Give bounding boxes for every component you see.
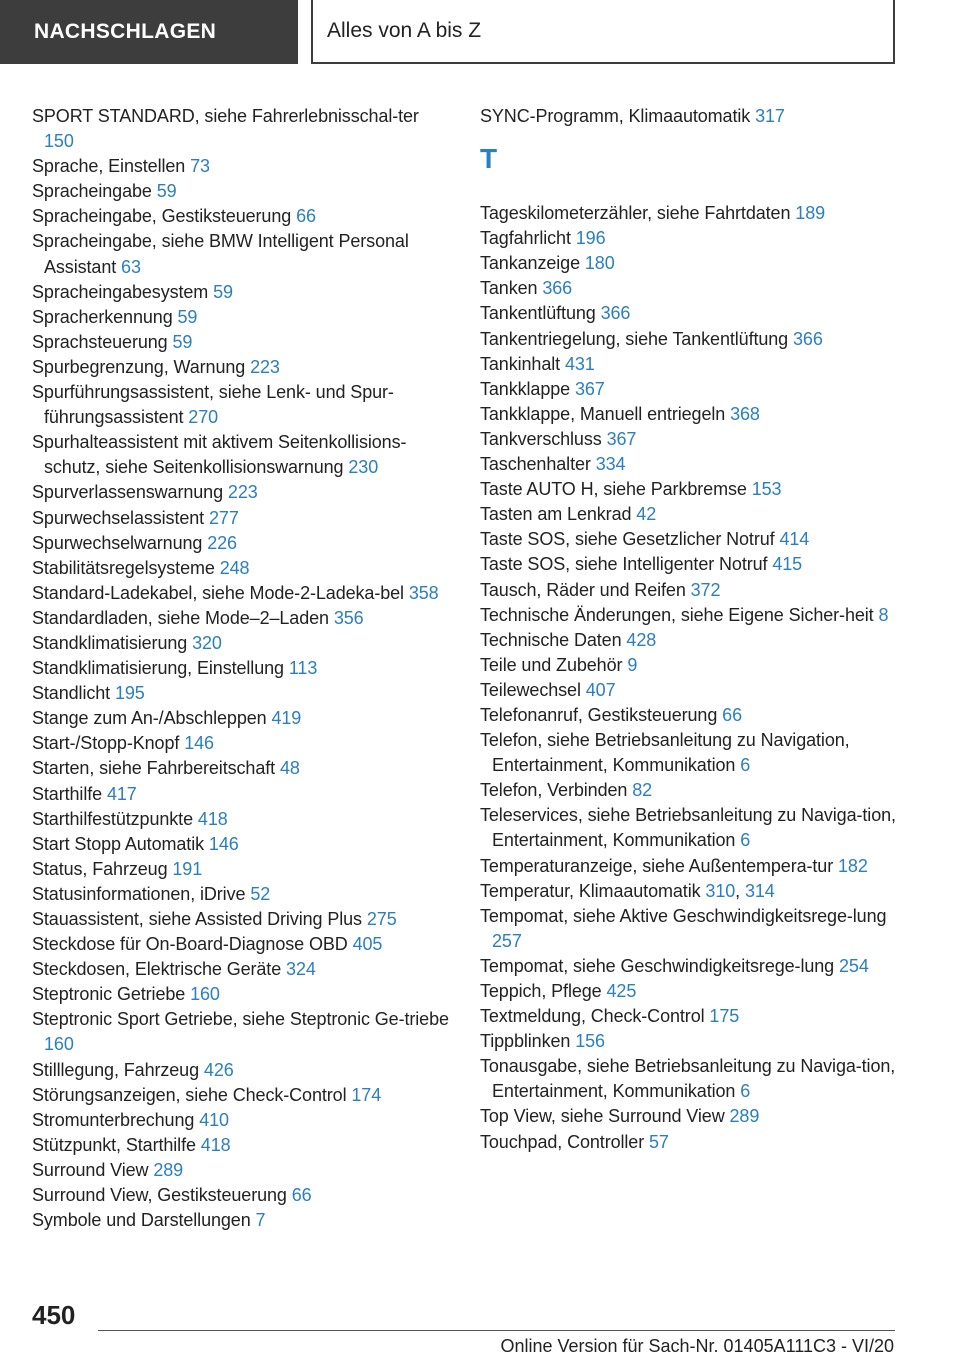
index-entry: [32, 756, 452, 781]
page-reference-link[interactable]: 59: [177, 306, 198, 327]
page-reference-link[interactable]: 59: [213, 281, 233, 302]
index-term: Steptronic Sport Getriebe, siehe Steptronic Ge-triebe: [32, 1009, 449, 1030]
index-entry: [32, 330, 452, 355]
index-term: Temperatur, Klimaautomatik: [480, 880, 701, 901]
index-term: Tankinhalt: [480, 353, 561, 374]
page-reference-link[interactable]: 415: [772, 554, 803, 575]
index-entry: [480, 954, 900, 979]
index-term: Taschenhalter: [480, 454, 591, 475]
index-term: Spurführungsassistent, siehe Lenk- und Spur-führungsassistent: [32, 382, 394, 428]
index-term: Top View, siehe Surround View: [480, 1106, 725, 1127]
index-term: Spurbegrenzung, Warnung: [32, 356, 246, 377]
index-entry: [480, 226, 900, 251]
index-term: Starten, siehe Fahrbereitschaft: [32, 758, 276, 779]
page-reference-link[interactable]: 6: [740, 830, 751, 851]
index-entry: [32, 857, 452, 882]
index-term: Spracheingabe, Gestiksteuerung: [32, 206, 292, 227]
section-tab: NACHSCHLAGEN: [0, 0, 298, 64]
index-entry: [32, 229, 452, 279]
section-letter: T: [480, 143, 498, 175]
page-reference-link[interactable]: 59: [172, 331, 193, 352]
page-reference-link[interactable]: 289: [729, 1106, 760, 1127]
index-term: Taste AUTO H, siehe Parkbremse: [480, 479, 747, 500]
index-entry: [32, 581, 452, 606]
index-entry: [32, 305, 452, 330]
index-term: Taste SOS, siehe Intelligenter Notruf: [480, 554, 768, 575]
page-header: [0, 0, 960, 66]
index-term: Stilllegung, Fahrzeug: [32, 1059, 200, 1080]
index-entry: [480, 327, 900, 352]
page-reference-link[interactable]: 174: [351, 1084, 382, 1105]
index-entry: [480, 803, 900, 853]
index-entry: [32, 1058, 452, 1083]
index-entry: [480, 201, 900, 226]
index-term: Steckdosen, Elektrische Geräte: [32, 959, 282, 980]
footer-divider: [98, 1330, 895, 1331]
page-reference-link[interactable]: 314: [744, 880, 775, 901]
page-reference-link[interactable]: 180: [584, 253, 615, 274]
page-reference-link[interactable]: 160: [190, 984, 220, 1005]
index-entry: [32, 907, 452, 932]
index-entry: [480, 377, 900, 402]
page-reference-link[interactable]: 8: [878, 604, 889, 625]
page-reference-link[interactable]: 405: [352, 934, 383, 955]
page-reference-link[interactable]: 367: [574, 378, 605, 399]
index-entry: [32, 656, 452, 681]
index-term: Starthilfe: [32, 783, 103, 804]
page-reference-link[interactable]: 66: [722, 704, 742, 725]
index-term: Tempomat, siehe Geschwindigkeitsrege-lung: [480, 955, 835, 976]
page-reference-link[interactable]: 320: [192, 632, 222, 653]
index-entry: [32, 380, 452, 430]
index-term: Starthilfestützpunkte: [32, 808, 193, 829]
index-entry: [480, 276, 900, 301]
index-entry: [32, 731, 452, 756]
index-term: Statusinformationen, iDrive: [32, 883, 246, 904]
index-term: Teppich, Pflege: [480, 981, 602, 1001]
index-term: Standardladen, siehe Mode–2–Laden: [32, 607, 329, 628]
index-term: Surround View, Gestiksteuerung: [32, 1185, 287, 1206]
index-entry: [32, 355, 452, 380]
index-term: Start Stopp Automatik: [32, 833, 204, 854]
index-entry: [480, 628, 900, 653]
index-entry: [32, 882, 452, 907]
page-reference-link[interactable]: 156: [575, 1031, 605, 1052]
index-entry: [480, 653, 900, 678]
index-term: Telefon, Verbinden: [480, 780, 628, 801]
page-reference-link[interactable]: 426: [203, 1059, 234, 1080]
index-term: Stützpunkt, Starthilfe: [32, 1134, 196, 1155]
chapter-title: Alles von A bis Z: [311, 0, 895, 64]
page-reference-link[interactable]: 431: [564, 353, 595, 374]
index-term: Spracheingabe, siehe BMW Intelligent Personal Assistant: [32, 231, 409, 277]
index-term: Steckdose für On-Board-Diagnose OBD: [32, 934, 348, 955]
index-entry: [32, 179, 452, 204]
index-term: Technische Daten: [480, 629, 622, 650]
index-term: Tempomat, siehe Aktive Geschwindigkeitsrege-lung: [480, 905, 887, 926]
index-column-left: [32, 104, 452, 1233]
index-entry: [32, 204, 452, 229]
page-reference-link[interactable]: 410: [199, 1109, 229, 1130]
page-reference-link[interactable]: 73: [190, 156, 210, 177]
page-reference-link[interactable]: 418: [200, 1134, 231, 1155]
index-entry: [32, 807, 452, 832]
index-term: Standklimatisierung: [32, 632, 188, 653]
index-term: Symbole und Darstellungen: [32, 1210, 251, 1231]
page-reference-link[interactable]: 196: [575, 228, 606, 249]
index-entry: [32, 932, 452, 957]
index-term: Surround View: [32, 1159, 149, 1180]
page-reference-link[interactable]: 414: [779, 529, 810, 550]
index-entry: [480, 979, 900, 1004]
page-reference-link[interactable]: 226: [207, 532, 237, 553]
page-reference-link[interactable]: 6: [740, 1081, 751, 1102]
page-reference-link[interactable]: 358: [408, 582, 439, 603]
index-entry: [480, 778, 900, 803]
page-reference-link[interactable]: 254: [839, 955, 869, 976]
index-entry: [32, 631, 452, 656]
index-term: Spurhalteassistent mit aktivem Seitenkollisions-schutz, siehe Seitenkollisionswarnung: [32, 432, 407, 478]
index-term: Tankklappe, Manuell entriegeln: [480, 403, 726, 424]
index-term: Störungsanzeigen, siehe Check-Control: [32, 1084, 347, 1105]
index-term: Taste SOS, siehe Gesetzlicher Notruf: [480, 529, 775, 550]
index-entry: [32, 480, 452, 505]
page-reference-link[interactable]: 113: [288, 658, 318, 679]
page-reference-link[interactable]: 367: [606, 428, 637, 449]
page-reference-link[interactable]: 366: [793, 328, 823, 349]
index-entry: [480, 104, 900, 129]
index-entry: [480, 1004, 900, 1029]
page-reference-link[interactable]: 366: [542, 278, 573, 299]
page-reference-link[interactable]: 153: [751, 479, 782, 500]
index-term: Stromunterbrechung: [32, 1109, 195, 1130]
index-term: Spurverlassenswarnung: [32, 482, 224, 503]
page-reference-link[interactable]: 146: [184, 733, 214, 754]
index-entry: [480, 854, 900, 879]
index-entry: [480, 552, 900, 577]
index-entry: [480, 1104, 900, 1129]
index-term: Spracherkennung: [32, 306, 173, 327]
index-entry: [32, 706, 452, 731]
index-term: Teile und Zubehör: [480, 654, 623, 675]
index-entry: [32, 982, 452, 1007]
index-entry: [480, 603, 900, 628]
page-reference-link[interactable]: 270: [188, 407, 219, 428]
index-entry: [480, 904, 900, 954]
index-entry: [32, 1158, 452, 1183]
page-reference-link[interactable]: 275: [366, 909, 397, 929]
index-entry: Temperatur, Klimaautomatik 310, 314: [480, 880, 775, 901]
index-entry: [32, 832, 452, 857]
index-term: Tankverschluss: [480, 428, 602, 449]
index-entry: [32, 556, 452, 581]
index-entry: [32, 430, 452, 480]
index-entry: [480, 578, 900, 603]
page-reference-link[interactable]: 66: [291, 1185, 312, 1206]
page-reference-link[interactable]: 257: [492, 930, 522, 951]
page-reference-link[interactable]: 7: [255, 1210, 266, 1231]
index-term: Telefon, siehe Betriebsanleitung zu Navigation, Entertainment, Kommunikation: [480, 730, 850, 776]
page-reference-link[interactable]: 407: [585, 679, 616, 700]
index-term: SYNC-Programm, Klimaautomatik: [480, 106, 751, 126]
page-reference-link[interactable]: 82: [632, 780, 653, 801]
page-reference-link[interactable]: 419: [271, 708, 302, 729]
index-term: Teilewechsel: [480, 679, 581, 700]
page-reference-link[interactable]: 66: [296, 206, 316, 227]
index-entry: [32, 1133, 452, 1158]
page-reference-link[interactable]: 366: [600, 303, 631, 324]
index-entry: [32, 104, 452, 154]
page-reference-link[interactable]: 42: [636, 504, 657, 525]
page-reference-link[interactable]: 324: [286, 959, 316, 980]
index-term: Tonausgabe, siehe Betriebsanleitung zu Naviga-tion, Entertainment, Kommunikation: [480, 1056, 896, 1102]
page-reference-link[interactable]: 317: [755, 106, 785, 126]
index-entry: [480, 678, 900, 703]
index-term: Sprache, Einstellen: [32, 156, 186, 177]
page-reference-link[interactable]: 310: [705, 880, 736, 901]
page-reference-link[interactable]: 146: [208, 833, 239, 854]
index-column-right: [480, 104, 900, 1155]
page-reference-link[interactable]: 150: [44, 131, 74, 152]
index-term: Spracheingabe: [32, 181, 152, 202]
index-term: Steptronic Getriebe: [32, 984, 186, 1005]
index-term: Tankentriegelung, siehe Tankentlüftung: [480, 328, 789, 349]
page-reference-link[interactable]: 418: [197, 808, 228, 829]
index-entry: [32, 1183, 452, 1208]
index-entry: [480, 301, 900, 326]
index-term: Tippblinken: [480, 1031, 571, 1052]
index-term: Standklimatisierung, Einstellung: [32, 658, 284, 679]
index-entry: [480, 502, 900, 527]
page-reference-link[interactable]: 63: [121, 256, 141, 277]
page-reference-link[interactable]: 277: [209, 507, 239, 528]
index-entry: [480, 251, 900, 276]
index-entry: [32, 957, 452, 982]
page-number: 450: [32, 1300, 76, 1330]
index-term: Textmeldung, Check-Control: [480, 1006, 705, 1027]
index-entry: [32, 782, 452, 807]
page-reference-link[interactable]: 372: [690, 579, 721, 600]
index-entry: [480, 527, 900, 552]
index-term: Stabilitätsregelsysteme: [32, 557, 215, 578]
page-reference-link[interactable]: 175: [709, 1006, 740, 1027]
index-term: Touchpad, Controller: [480, 1131, 645, 1152]
index-term: Spurwechselwarnung: [32, 532, 203, 553]
page-reference-link[interactable]: 160: [44, 1034, 74, 1055]
page-reference-link[interactable]: 52: [250, 883, 271, 904]
index-term: Tanken: [480, 278, 538, 299]
index-term: Technische Änderungen, siehe Eigene Sicher-heit: [480, 604, 874, 625]
index-entry: [32, 1007, 452, 1057]
index-entry: [32, 1108, 452, 1133]
index-entry: [32, 280, 452, 305]
index-term: Teleservices, siehe Betriebsanleitung zu Naviga-tion, Entertainment, Kommunikation: [480, 805, 896, 851]
index-term: Temperaturanzeige, siehe Außentempera-tur: [480, 855, 834, 876]
index-entry: [480, 452, 900, 477]
index-term: Standard-Ladekabel, siehe Mode-2-Ladeka-bel: [32, 582, 404, 603]
page-reference-link[interactable]: 6: [740, 755, 751, 776]
index-term: Status, Fahrzeug: [32, 858, 168, 879]
page-reference-link[interactable]: 428: [626, 629, 657, 650]
index-term: Stauassistent, siehe Assisted Driving Plus: [32, 909, 362, 929]
page-reference-link[interactable]: 191: [172, 858, 203, 879]
index-entry: [480, 427, 900, 452]
page-reference-link[interactable]: 223: [250, 356, 280, 377]
index-entry: [480, 402, 900, 427]
index-entry: [32, 606, 452, 631]
page-reference-link[interactable]: 417: [106, 783, 137, 804]
index-term: Start-/Stopp-Knopf: [32, 733, 180, 754]
index-term: Tageskilometerzähler, siehe Fahrtdaten: [480, 203, 791, 224]
page-reference-link[interactable]: 59: [156, 181, 177, 202]
index-term: Spracheingabesystem: [32, 281, 209, 302]
index-entry: [32, 681, 452, 706]
index-term: Standlicht: [32, 683, 111, 704]
index-entry: [32, 531, 452, 556]
index-entry: [32, 1208, 452, 1233]
page-reference-link[interactable]: 289: [153, 1159, 184, 1180]
index-term: Tasten am Lenkrad: [480, 504, 632, 525]
index-entry: [32, 154, 452, 179]
index-entry: [480, 477, 900, 502]
page-reference-link[interactable]: 223: [227, 482, 258, 503]
page-reference-link[interactable]: 425: [606, 981, 637, 1001]
page-reference-link[interactable]: 57: [649, 1131, 669, 1152]
index-term: Stange zum An-/Abschleppen: [32, 708, 267, 729]
index-term: Tankanzeige: [480, 253, 580, 274]
page-reference-link[interactable]: 195: [114, 683, 145, 704]
page-reference-link[interactable]: 230: [348, 457, 379, 478]
index-entry: [32, 506, 452, 531]
index-entry: [480, 703, 900, 728]
index-term: Tausch, Räder und Reifen: [480, 579, 686, 600]
index-entry: [480, 728, 900, 778]
index-entry: [480, 1029, 900, 1054]
index-entry: [32, 1083, 452, 1108]
page-reference-link[interactable]: 9: [627, 654, 638, 675]
page-reference-link[interactable]: 356: [333, 607, 364, 628]
index-term: Telefonanruf, Gestiksteuerung: [480, 704, 718, 725]
footer-edition: Online Version für Sach-Nr. 01405A111C3 - VI/20: [500, 1336, 894, 1356]
page-reference-link[interactable]: 182: [838, 855, 868, 876]
index-term: SPORT STANDARD, siehe Fahrerlebnisschal-ter: [32, 106, 419, 126]
page-reference-link[interactable]: 189: [795, 203, 826, 224]
index-term: Spurwechselassistent: [32, 507, 205, 528]
index-entry: [480, 1054, 900, 1104]
page-reference-link[interactable]: 248: [219, 557, 250, 578]
page-reference-link[interactable]: 334: [595, 454, 626, 475]
index-term: Tankklappe: [480, 378, 571, 399]
index-entry: [480, 352, 900, 377]
index-term: Sprachsteuerung: [32, 331, 168, 352]
page-reference-link[interactable]: 48: [279, 758, 300, 779]
index-term: Tankentlüftung: [480, 303, 596, 324]
index-term: Tagfahrlicht: [480, 228, 571, 249]
index-entry: [480, 1130, 900, 1155]
page-reference-link[interactable]: 368: [730, 403, 760, 424]
